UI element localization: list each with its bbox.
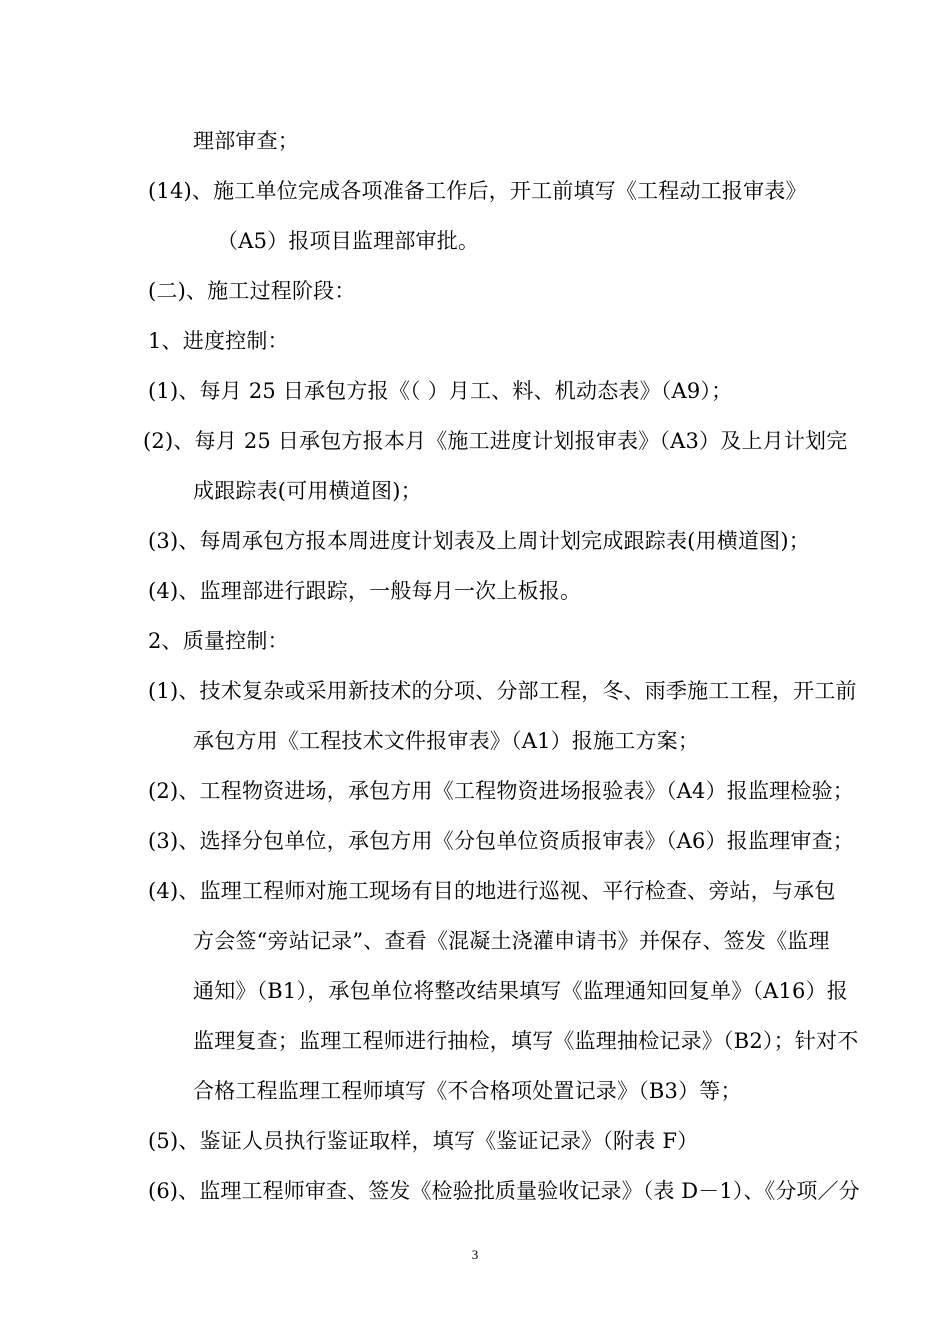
text-line-8: 成跟踪表(可用横道图)； bbox=[193, 479, 422, 503]
text-line-18: 通知》（B1），承包单位将整改结果填写《监理通知回复单》（A16）报 bbox=[193, 979, 848, 1003]
text-line-22: (6)、监理工程师审查、签发《检验批质量验收记录》（表 D－1）、《分项／分 bbox=[148, 1179, 860, 1203]
subsection-heading-progress: 1、进度控制： bbox=[148, 329, 289, 353]
page-number: 3 bbox=[471, 1247, 479, 1262]
text-line-7: (2)、每月 25 日承包方报本月《施工进度计划报审表》（A3）及上月计划完 bbox=[143, 429, 848, 453]
text-line-9: (3)、每周承包方报本周进度计划表及上周计划完成跟踪表(用横道图)； bbox=[148, 529, 810, 553]
text-line-2: (14)、施工单位完成各项准备工作后，开工前填写《工程动工报审表》 bbox=[148, 179, 807, 203]
text-line-13: 承包方用《工程技术文件报审表》（A1）报施工方案； bbox=[193, 729, 700, 753]
subsection-heading-quality: 2、质量控制： bbox=[148, 629, 289, 653]
text-line-12: (1)、技术复杂或采用新技术的分项、分部工程，冬、雨季施工工程，开工前 bbox=[148, 679, 857, 703]
text-line-3: （A5）报项目监理部审批。 bbox=[217, 229, 480, 253]
text-line-16: (4)、监理工程师对施工现场有目的地进行巡视、平行检查、旁站，与承包 bbox=[148, 879, 836, 903]
section-heading: (二)、施工过程阶段： bbox=[148, 279, 356, 303]
text-line-19: 监理复查；监理工程师进行抽检，填写《监理抽检记录》（B2）；针对不 bbox=[193, 1029, 859, 1053]
text-line-21: (5)、鉴证人员执行鉴证取样，填写《鉴证记录》（附表 F） bbox=[148, 1129, 699, 1153]
text-line-14: (2)、工程物资进场，承包方用《工程物资进场报验表》（A4）报监理检验； bbox=[148, 779, 854, 803]
text-line-1: 理部审查； bbox=[193, 129, 299, 153]
text-line-10: (4)、监理部进行跟踪，一般每月一次上板报。 bbox=[148, 579, 582, 603]
text-line-6: (1)、每月 25 日承包方报《（ ）月工、料、机动态表》（A9）； bbox=[148, 379, 733, 403]
text-line-20: 合格工程监理工程师填写《不合格项处置记录》（B3）等； bbox=[193, 1079, 742, 1103]
text-line-15: (3)、选择分包单位，承包方用《分包单位资质报审表》（A6）报监理审查； bbox=[148, 829, 854, 853]
text-line-17: 方会签“旁站记录”、查看《混凝土浇灌申请书》并保存、签发《监理 bbox=[193, 929, 830, 953]
